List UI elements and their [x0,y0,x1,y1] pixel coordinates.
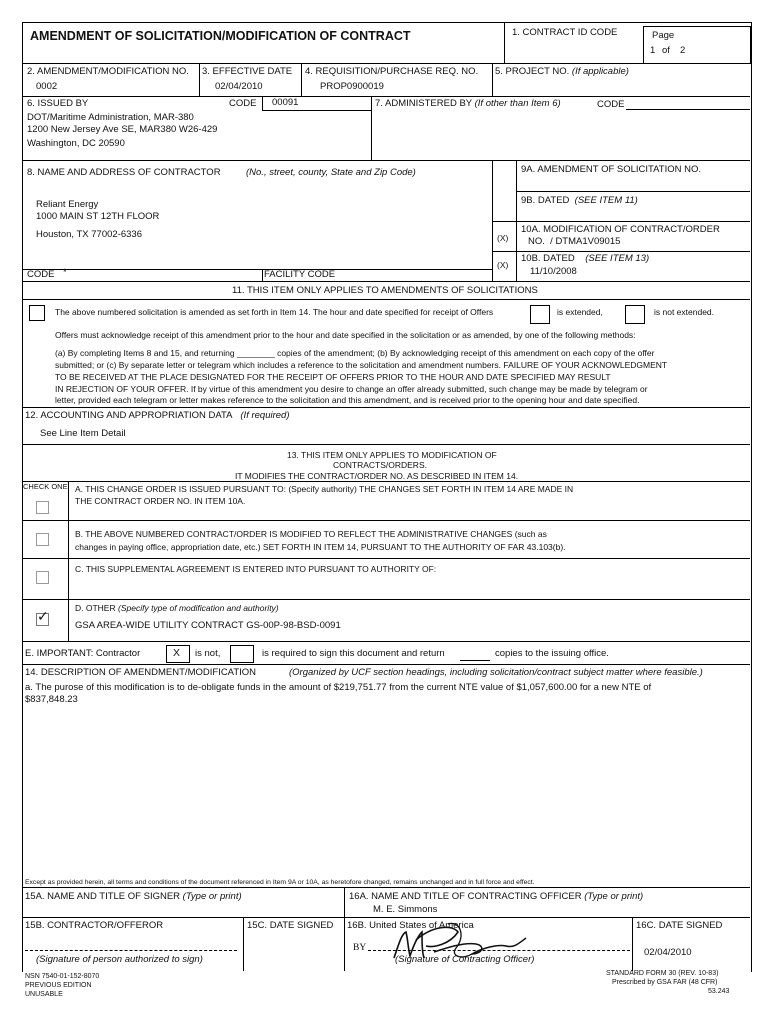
important-label: E. IMPORTANT: Contractor [25,648,141,659]
administered-code-label: CODE [597,99,625,110]
is-required-checkbox[interactable] [230,645,254,663]
item13-c-line1: C. THIS SUPPLEMENTAL AGREEMENT IS ENTERED INTO PURSUANT TO AUTHORITY OF: [75,564,437,574]
is-not-x-value: X [173,647,181,659]
except-note: Except as provided herein, all terms and conditions of the document referenced in Item 9A or 10A, as heretofore changed, remains unchanged and in full force and effect. [25,879,535,886]
description-line2: $837,848.23 [25,694,78,705]
issued-code-value: 00091 [272,97,299,108]
signature-officer-caption: (Signature of Contracting Officer) [395,954,535,965]
item11-para5: IN REJECTION OF YOUR OFFER. If by virtue of this amendment you desire to change an offer already submitted, such change may be made by telegram or [55,384,648,394]
divider [22,444,750,445]
amend-no-label: 2. AMENDMENT/MODIFICATION NO. [27,66,189,77]
item13-b-line2: changes in paying office, appropriation date, etc.) SET FORTH IN ITEM 14, PURSUANT TO THE AUTHORITY OF FAR 43.103(b). [75,542,566,552]
item13-heading2: CONTRACTS/ORDERS. [333,460,427,470]
divider [22,599,750,600]
divider [344,887,345,971]
divider [22,96,750,97]
description-line1: a. The purose of this modification is to de-obligate funds in the amount of $219,751.77 from the current NTE value of $1,057,600.00 for a new NTE of [25,682,652,693]
far-section-text: 53.243 [708,988,730,995]
date-signed-16c-value: 02/04/2010 [644,947,692,958]
divider [22,63,750,64]
description-label: 14. DESCRIPTION OF AMENDMENT/MODIFICATION [25,667,257,678]
divider [504,22,505,63]
divider [68,481,69,641]
standard-form-text: STANDARD FORM 30 (REV. 10-83) [606,970,719,977]
issued-by-label: 6. ISSUED BY [27,98,89,109]
contractor-code-label: CODE [27,269,55,280]
issued-address-line3: Washington, DC 20590 [27,138,125,149]
facility-code-label: FACILITY CODE [264,269,336,280]
item13-d-value: GSA AREA-WIDE UTILITY CONTRACT GS-00P-98-BSD-0091 [75,620,341,631]
item13-a-checkbox[interactable] [36,501,49,514]
officer-16a-value: M. E. Simmons [373,904,438,915]
description-note: (Organized by UCF section headings, including solicitation/contract subject matter where feasible.) [289,667,703,678]
contractor-15b-label: 15B. CONTRACTOR/OFFEROR [25,920,164,931]
x-mark-10b: (X) [497,260,509,270]
divider [22,269,492,270]
divider [492,63,493,96]
checkmark-icon: ✓ [37,609,49,625]
divider [22,281,750,282]
check-one-label: CHECK ONE [23,482,68,491]
modification-10a-no: NO. / DTMA1V09015 [528,236,621,247]
item13-a-line2: THE CONTRACT ORDER NO. IN ITEM 10A. [75,496,246,506]
divider [492,221,750,222]
divider [199,63,200,96]
date-signed-16c-label: 16C. DATE SIGNED [636,920,723,931]
by-label: BY [353,943,367,953]
usa-16b-label: 16B. United States of America [347,920,474,931]
officer-16a-label: 16A. NAME AND TITLE OF CONTRACTING OFFICER (Type or print) [349,891,644,902]
signer-15a-label: 15A. NAME AND TITLE OF SIGNER (Type or print) [25,891,242,902]
item13-a-line1: A. THIS CHANGE ORDER IS ISSUED PURSUANT TO: (Specify authority) THE CHANGES SET FORTH IN ITEM 14 ARE MADE IN [75,484,574,494]
req-no-label: 4. REQUISITION/PURCHASE REQ. NO. [305,66,479,77]
item11-heading: 11. THIS ITEM ONLY APPLIES TO AMENDMENTS OF SOLICITATIONS [232,285,538,296]
divider [262,269,263,281]
is-not-extended-checkbox[interactable] [625,305,645,324]
signature-line [25,950,237,951]
form-title: AMENDMENT OF SOLICITATION/MODIFICATION OF CONTRACT [30,29,411,43]
page-label: Page [652,30,675,41]
administered-by-label: 7. ADMINISTERED BY (If other than Item 6) [375,98,561,109]
divider [22,299,750,300]
divider [301,63,302,96]
divider [22,641,750,642]
dated-10b-value: 11/10/2008 [530,266,577,277]
effective-date-value: 02/04/2010 [215,81,263,92]
page-number: 1 [650,45,656,56]
copies-label: copies to the issuing office. [495,648,609,659]
issued-address-line1: DOT/Maritime Administration, MAR-380 [27,112,194,123]
divider [516,191,750,192]
item13-heading3: IT MODIFIES THE CONTRACT/ORDER NO. AS DESCRIBED IN ITEM 14. [235,471,519,481]
contractor-line3: Houston, TX 77002-6336 [36,229,142,240]
divider [632,917,633,971]
contractor-label: 8. NAME AND ADDRESS OF CONTRACTOR [27,167,221,178]
item13-c-checkbox[interactable] [36,571,49,584]
item11-para1: Offers must acknowledge receipt of this amendment prior to the hour and date specified in the solicitation or as amended, by one of the following methods: [55,330,636,340]
is-extended-checkbox[interactable] [530,305,550,324]
contractor-label-note: (No., street, county, State and Zip Code) [246,167,416,178]
divider [371,96,372,160]
unusable-text: UNUSABLE [25,991,63,998]
item13-b-checkbox[interactable] [36,533,49,546]
accounting-value: See Line Item Detail [40,428,126,439]
dated-10b-label: 10B. DATED (SEE ITEM 13) [521,253,650,264]
item11-para4: TO BE RECEIVED AT THE PLACE DESIGNATED FOR THE RECEIPT OF OFFERS PRIOR TO THE HOUR AND DATE SPECIFIED MAY RESULT [55,372,611,382]
date-signed-15c-label: 15C. DATE SIGNED [247,920,334,931]
contractor-line2: 1000 MAIN ST 12TH FLOOR [36,211,160,222]
divider [492,251,750,252]
item11-checkbox[interactable] [29,305,45,321]
divider [22,664,750,665]
is-required-label: is required to sign this document and return [262,648,445,659]
is-not-extended-label: is not extended. [654,307,715,317]
prescribed-by-text: Prescribed by GSA FAR (48 CFR) [612,979,718,986]
item11-para6: letter, provided each telegram or letter makes reference to the solicitation and this amendment, and is received prior to the opening hour and date specified. [55,395,640,405]
divider [22,407,750,408]
amendment-solicitation-label: 9A. AMENDMENT OF SOLICITATION NO. [521,164,701,175]
divider [22,887,750,888]
x-mark-10a: (X) [497,233,509,243]
item11-para3: submitted; or (c) By separate letter or telegram which includes a reference to the solicitation and amendment numbers. FAILURE OF YOUR ACKNOWLEDGMENT [55,360,668,370]
previous-edition-text: PREVIOUS EDITION [25,982,92,989]
item13-heading1: 13. THIS ITEM ONLY APPLIES TO MODIFICATION OF [287,450,497,460]
project-no-label: 5. PROJECT NO. (If applicable) [495,66,629,77]
is-not-label: is not, [195,648,221,659]
contractor-line1: Reliant Energy [36,199,99,210]
accounting-label: 12. ACCOUNTING AND APPROPRIATION DATA (If required) [25,410,290,421]
handwritten-signature [386,918,536,970]
modification-10a-label: 10A. MODIFICATION OF CONTRACT/ORDER [521,224,720,235]
item11-para2: (a) By completing Items 8 and 15, and returning ________ copies of the amendment; (b) By acknowledging receipt of this amendment on each copy of the offer [55,348,655,358]
divider [22,160,750,161]
nsn-text: NSN 7540-01-152-8070 [25,973,100,980]
page-of: of [662,45,670,56]
dated-9b-label: 9B. DATED (SEE ITEM 11) [521,195,638,206]
contract-id-label: 1. CONTRACT ID CODE [512,27,618,38]
amend-no-value: 0002 [36,81,58,92]
divider [22,558,750,559]
divider [22,520,750,521]
issued-address-line2: 1200 New Jersey Ave SE, MAR380 W26-429 [27,124,218,135]
item13-b-line1: B. THE ABOVE NUMBERED CONTRACT/ORDER IS MODIFIED TO REFLECT THE ADMINISTRATIVE CHANGES (such as [75,529,547,539]
issued-code-label: CODE [229,98,257,109]
is-extended-label: is extended, [557,307,603,317]
req-no-value: PROP0900019 [320,81,384,92]
effective-date-label: 3. EFFECTIVE DATE [202,66,293,77]
divider [626,109,750,110]
item13-d-label: D. OTHER (Specify type of modification and authority) [75,603,279,613]
contractor-code-value: * [63,267,67,278]
item11-line-a: The above numbered solicitation is amended as set forth in Item 14. The hour and date specified for receipt of Offers [55,307,494,317]
page-total: 2 [680,45,686,56]
copies-blank-line [460,660,490,661]
divider [243,917,244,971]
signature-person-caption: (Signature of person authorized to sign) [36,954,203,965]
divider [22,481,750,482]
